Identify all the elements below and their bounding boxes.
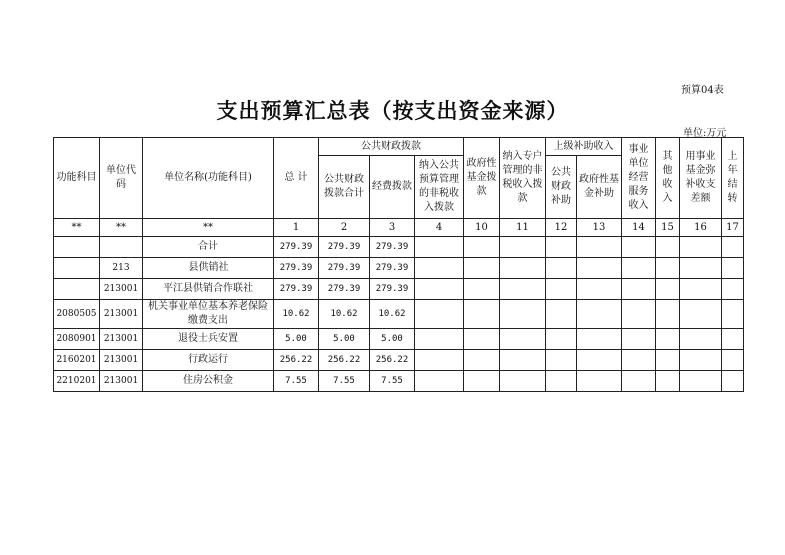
- header-nontax: 纳入公共预算管理的非税收入拨款: [415, 156, 464, 219]
- pf-total-cell: 5.00: [319, 329, 370, 350]
- header-special-nontax: 纳入专户管理的非税收入拨款: [500, 138, 546, 219]
- total-cell: 5.00: [274, 329, 319, 350]
- index-cell: 4: [415, 219, 464, 237]
- table-row: [54, 350, 744, 371]
- unit-code-cell: 213001: [100, 371, 143, 392]
- header-total: 总 计: [274, 138, 319, 219]
- index-cell: 10: [464, 219, 500, 237]
- header-operating: 经费拨款: [370, 156, 415, 219]
- func-code-cell: 2160201: [54, 350, 100, 371]
- unit-name-cell: 县供销社: [143, 258, 274, 279]
- table-row: [54, 371, 744, 392]
- index-cell: 11: [500, 219, 546, 237]
- index-cell: 15: [656, 219, 680, 237]
- func-code-cell: [54, 237, 100, 258]
- pf-total-cell: 279.39: [319, 258, 370, 279]
- unit-label: 单位:万元: [683, 128, 727, 139]
- total-cell: 279.39: [274, 279, 319, 300]
- unit-code-cell: 213001: [100, 279, 143, 300]
- func-code-cell: [54, 279, 100, 300]
- index-cell: 13: [577, 219, 622, 237]
- budget-table: [53, 137, 744, 392]
- operating-cell: 256.22: [370, 350, 415, 371]
- pf-total-cell: 279.39: [319, 279, 370, 300]
- unit-name-cell: 平江县供销合作联社: [143, 279, 274, 300]
- func-code-cell: [54, 258, 100, 279]
- index-cell: 16: [680, 219, 722, 237]
- index-cell: 2: [319, 219, 370, 237]
- header-sup-gov: 政府性基金补助: [577, 156, 622, 219]
- table-row: [54, 237, 744, 258]
- index-cell: 3: [370, 219, 415, 237]
- unit-name-cell: 退役士兵安置: [143, 329, 274, 350]
- unit-code-cell: 213: [100, 258, 143, 279]
- header-pf-total: 公共财政拨款合计: [319, 156, 370, 219]
- total-cell: 279.39: [274, 237, 319, 258]
- header-unit-name: 单位名称(功能科目): [143, 138, 274, 219]
- unit-code-cell: 213001: [100, 300, 143, 329]
- total-cell: 7.55: [274, 371, 319, 392]
- unit-name-cell: 合计: [143, 237, 274, 258]
- operating-cell: 7.55: [370, 371, 415, 392]
- index-cell: **: [54, 219, 100, 237]
- unit-name-cell: 行政运行: [143, 350, 274, 371]
- form-number: 预算04表: [681, 85, 724, 96]
- index-cell: 17: [722, 219, 744, 237]
- unit-code-cell: [100, 237, 143, 258]
- page-title: 支出预算汇总表（按支出资金来源）: [216, 98, 569, 123]
- pf-total-cell: 10.62: [319, 300, 370, 329]
- header-other: 其他收入: [656, 138, 680, 219]
- unit-name-cell: 住房公积金: [143, 371, 274, 392]
- operating-cell: 279.39: [370, 237, 415, 258]
- total-cell: 279.39: [274, 258, 319, 279]
- total-cell: 256.22: [274, 350, 319, 371]
- index-cell: 14: [622, 219, 656, 237]
- header-unit-code: 单位代码: [100, 138, 143, 219]
- index-cell: **: [100, 219, 143, 237]
- pf-total-cell: 7.55: [319, 371, 370, 392]
- func-code-cell: 2080505: [54, 300, 100, 329]
- index-cell: **: [143, 219, 274, 237]
- header-business: 事业单位经营服务收入: [622, 138, 656, 219]
- operating-cell: 10.62: [370, 300, 415, 329]
- unit-code-cell: 213001: [100, 329, 143, 350]
- table-row: [54, 258, 744, 279]
- header-sup-pf: 公共财政补助: [546, 156, 577, 219]
- operating-cell: 279.39: [370, 279, 415, 300]
- header-public-finance: 公共财政拨款: [319, 138, 464, 156]
- header-func-code: 功能科目: [54, 138, 100, 219]
- func-code-cell: 2210201: [54, 371, 100, 392]
- operating-cell: 279.39: [370, 258, 415, 279]
- index-cell: 12: [546, 219, 577, 237]
- header-carryover: 上年结转: [722, 138, 744, 219]
- index-row: [54, 219, 744, 237]
- total-cell: 10.62: [274, 300, 319, 329]
- unit-name-cell: 机关事业单位基本养老保险缴费支出: [143, 300, 274, 329]
- table-row: [54, 329, 744, 350]
- header-gov-fund: 政府性基金拨款: [464, 138, 500, 219]
- table-row: [54, 279, 744, 300]
- pf-total-cell: 256.22: [319, 350, 370, 371]
- header-fund-offset: 用事业基金弥补收支差额: [680, 138, 722, 219]
- table-row: [54, 300, 744, 329]
- func-code-cell: 2080901: [54, 329, 100, 350]
- index-cell: 1: [274, 219, 319, 237]
- pf-total-cell: 279.39: [319, 237, 370, 258]
- operating-cell: 5.00: [370, 329, 415, 350]
- unit-code-cell: 213001: [100, 350, 143, 371]
- header-superior: 上级补助收入: [546, 138, 622, 156]
